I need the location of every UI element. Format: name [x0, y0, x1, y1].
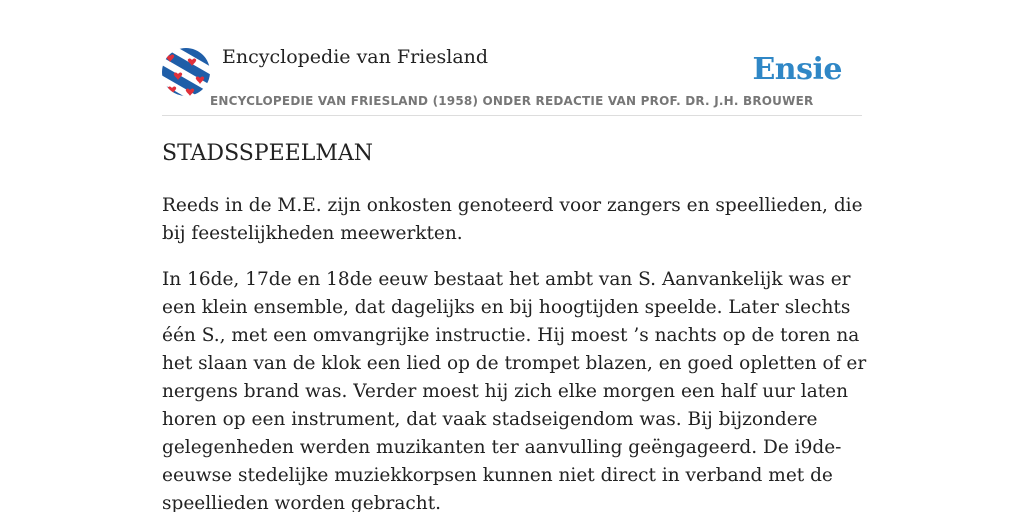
site-subtitle: ENCYCLOPEDIE VAN FRIESLAND (1958) ONDER REDACTIE VAN PROF. DR. J.H. BROUWER [210, 94, 814, 108]
article-paragraph: Reeds in de M.E. zijn onkosten genoteerd voor zangers en speellieden, die bij feestelijkheden meewerkten. [162, 195, 863, 244]
article-paragraph: In 16de, 17de en 18de eeuw bestaat het ambt van S. Aanvankelijk was er een klein ensemble, dat dagelijks en bij hoogtijden speelde. Later slechts één S., met een omvangrijke instructie. Hij moest ’s nachts op de toren na het slaan van de klok een lied op de trompet blazen, en goed opletten of er nergens brand was. Verder moest hij zich elke morgen een half uur laten horen op een instrument, dat vaak stadseigendom was. Bij bijzondere gelegenheden werden muzikanten ter aanvulling geëngageerd. De i9de-eeuwse stedelijke muziekkorpsen kunnen niet direct in verband met de speellieden worden gebracht. [162, 269, 867, 512]
site-title[interactable]: Encyclopedie van Friesland [222, 46, 489, 68]
article-title: STADSSPEELMAN [162, 141, 374, 166]
frisian-flag-icon[interactable] [162, 48, 210, 96]
article-body [162, 192, 870, 512]
site-header [162, 44, 862, 116]
ensie-logo[interactable]: Ensie [752, 52, 842, 87]
